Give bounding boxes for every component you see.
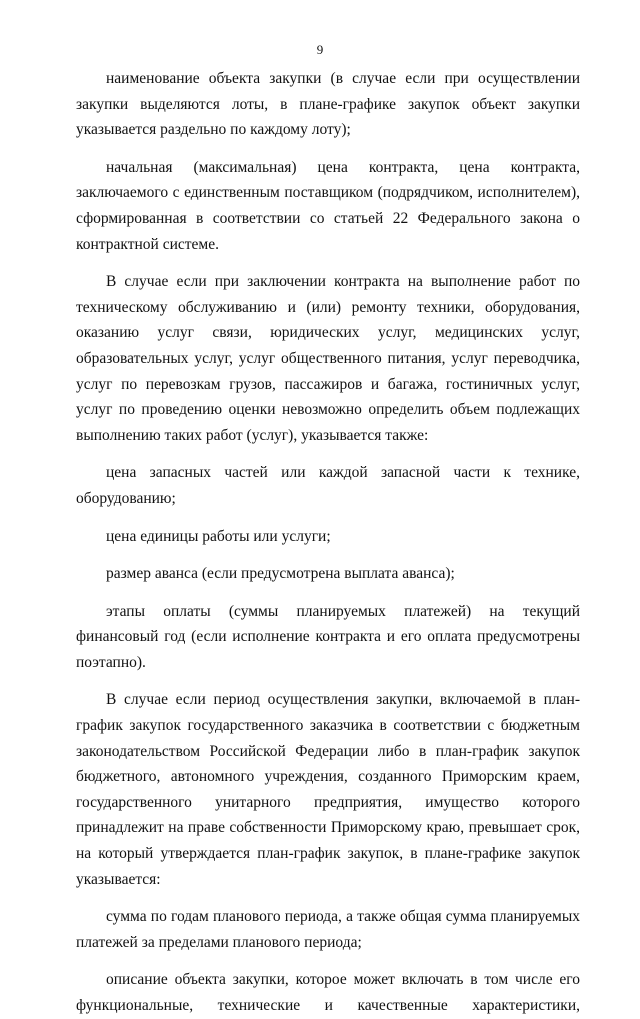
paragraph: сумма по годам планового периода, а также общая сумма планируемых платежей за пределами планового периода; — [76, 908, 580, 951]
paragraph: наименование объекта закупки (в случае если при осуществлении закупки выделяются лоты, в плане-графике закупок объект закупки указывается раздельно по каждому лоту); — [76, 70, 580, 139]
paragraph: В случае если при заключении контракта на выполнение работ по техническому обслуживанию и (или) ремонту техники, оборудования, оказанию услуг связи, юридических услуг, медицинских услуг, образовательных услуг, услуг общественного питания, услуг переводчика, услуг по перевозкам грузов, пассажиров и багажа, гостиничных услуг, услуг по проведению оценки невозможно определить объем подлежащих выполнению таких работ (услуг), указывается также: — [76, 273, 580, 444]
paragraph: описание объекта закупки, которое может включать в том числе его функциональные, технические и качественные характеристики, — [76, 971, 580, 1014]
paragraph: В случае если период осуществления закупки, включаемой в план-график закупок государственного заказчика в соответствии с бюджетным законодательством Российской Федерации либо в план-график закупок бюджетного, автономного учреждения, созданного Приморским краем, государственного унитарного предприятия, имущество которого принадлежит на праве собственности Приморскому краю, превышает срок, на который утверждается план-график закупок, в плане-графике закупок указывается: — [76, 691, 580, 888]
paragraph: цена единицы работы или услуги; — [106, 527, 331, 545]
page-number: 9 — [316, 42, 324, 57]
document-body — [76, 66, 580, 1019]
paragraph: начальная (максимальная) цена контракта, цена контракта, заключаемого с единственным поставщиком (подрядчиком, исполнителем), сформированная в соответствии со статьей 22 Федерального закона о контрактной системе. — [76, 158, 580, 253]
paragraph: размер аванса (если предусмотрена выплата аванса); — [106, 565, 455, 583]
paragraph: цена запасных частей или каждой запасной части к технике, оборудованию; — [76, 464, 580, 507]
paragraph: этапы оплаты (суммы планируемых платежей) на текущий финансовый год (если исполнение контракта и его оплата предусмотрены поэтапно). — [76, 602, 580, 671]
